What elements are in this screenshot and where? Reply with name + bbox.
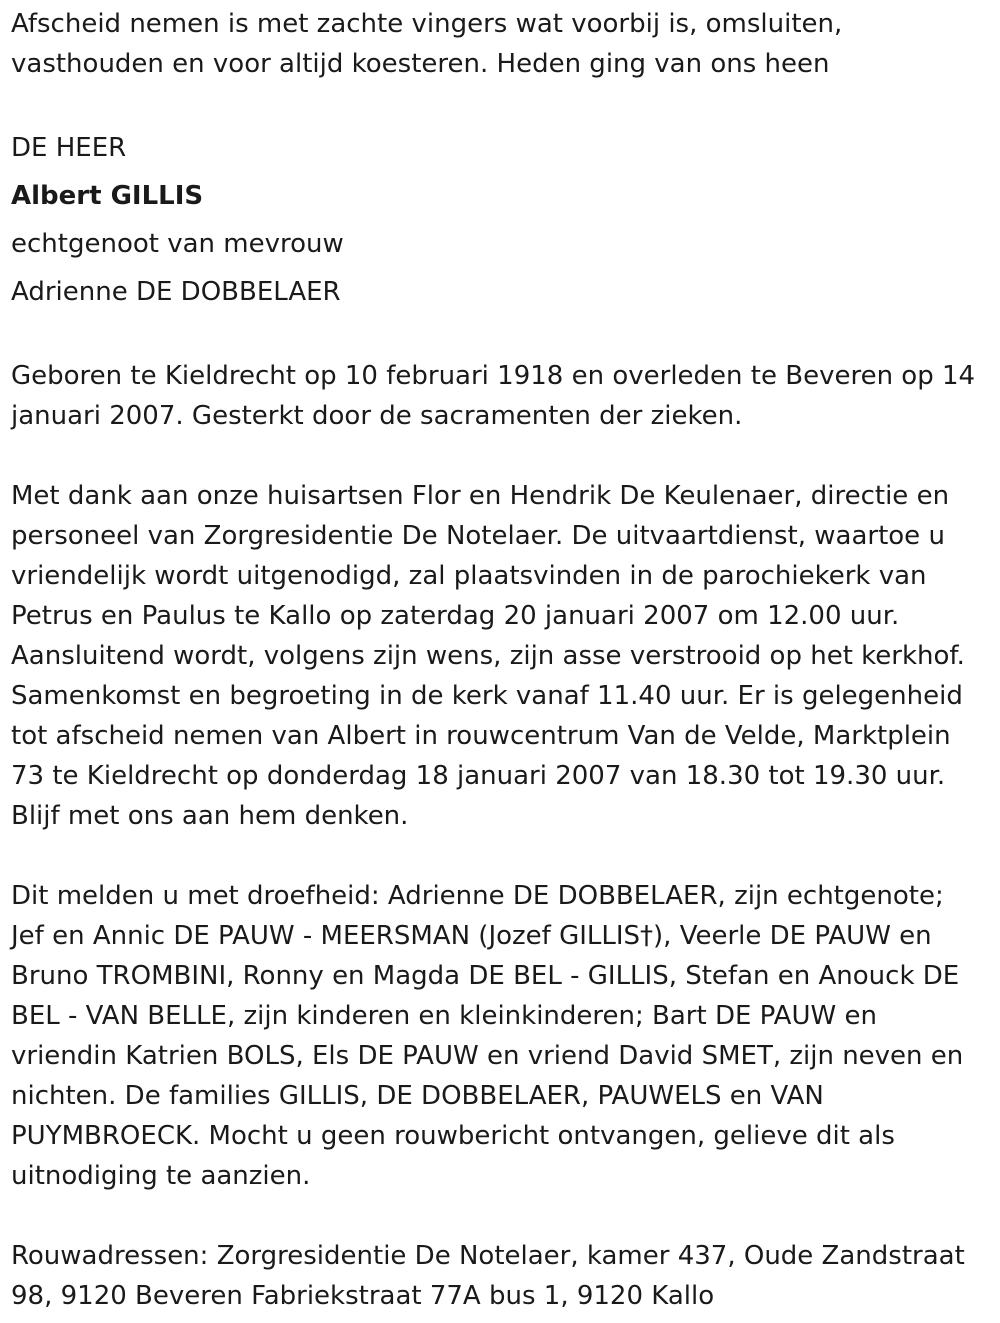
birth-death-paragraph — [11, 356, 991, 436]
text-line: tot afscheid nemen van Albert in rouwcentrum Van de Velde, Marktplein — [11, 721, 951, 751]
text-line: Samenkomst en begroeting in de kerk vanaf 11.40 uur. Er is gelegenheid — [11, 681, 963, 711]
text-line: Dit melden u met droefheid: Adrienne DE DOBBELAER, zijn echtgenote; — [11, 881, 944, 911]
text-line: Bruno TROMBINI, Ronny en Magda DE BEL - GILLIS, Stefan en Anouck DE — [11, 961, 960, 991]
text-line: vriendelijk wordt uitgenodigd, zal plaatsvinden in de parochiekerk van — [11, 561, 927, 591]
text-line: PUYMBROECK. Mocht u geen rouwbericht ontvangen, gelieve dit als — [11, 1121, 895, 1151]
thanks-and-service-paragraph — [11, 476, 991, 836]
text-line: Petrus en Paulus te Kallo op zaterdag 20 januari 2007 om 12.00 uur. — [11, 601, 900, 631]
text-line: Afscheid nemen is met zachte vingers wat voorbij is, omsluiten, — [11, 9, 843, 39]
text-line: 73 te Kieldrecht op donderdag 18 januari 2007 van 18.30 tot 19.30 uur. — [11, 761, 946, 791]
obituary-document — [11, 4, 991, 1316]
deceased-name: Albert GILLIS — [11, 181, 204, 211]
text-line: Aansluitend wordt, volgens zijn wens, zijn asse verstrooid op het kerkhof. — [11, 641, 965, 671]
text-line: nichten. De families GILLIS, DE DOBBELAER, PAUWELS en VAN — [11, 1081, 824, 1111]
relation-text: echtgenoot van mevrouw — [11, 229, 344, 259]
honorific-title: DE HEER — [11, 133, 127, 163]
addresses-paragraph — [11, 1236, 991, 1316]
text-line: Blijf met ons aan hem denken. — [11, 801, 409, 831]
text-line: personeel van Zorgresidentie De Notelaer. De uitvaartdienst, waartoe u — [11, 521, 945, 551]
text-line: Rouwadressen: Zorgresidentie De Notelaer, kamer 437, Oude Zandstraat — [11, 1241, 965, 1271]
text-line: BEL - VAN BELLE, zijn kinderen en kleinkinderen; Bart DE PAUW en — [11, 1001, 877, 1031]
text-line: Jef en Annic DE PAUW - MEERSMAN (Jozef GILLIS†), Veerle DE PAUW en — [11, 921, 932, 951]
spouse-name: Adrienne DE DOBBELAER — [11, 277, 341, 307]
text-line: Geboren te Kieldrecht op 10 februari 1918 en overleden te Beveren op 14 — [11, 361, 976, 391]
text-line: 98, 9120 Beveren Fabriekstraat 77A bus 1, 9120 Kallo — [11, 1281, 715, 1311]
text-line: uitnodiging te aanzien. — [11, 1161, 311, 1191]
deceased-block — [11, 124, 991, 316]
text-line: januari 2007. Gesterkt door de sacramenten der zieken. — [11, 401, 743, 431]
text-line: Met dank aan onze huisartsen Flor en Hendrik De Keulenaer, directie en — [11, 481, 950, 511]
text-line: vasthouden en voor altijd koesteren. Heden ging van ons heen — [11, 49, 830, 79]
intro-paragraph — [11, 4, 991, 84]
family-paragraph — [11, 876, 991, 1196]
text-line: vriendin Katrien BOLS, Els DE PAUW en vriend David SMET, zijn neven en — [11, 1041, 964, 1071]
